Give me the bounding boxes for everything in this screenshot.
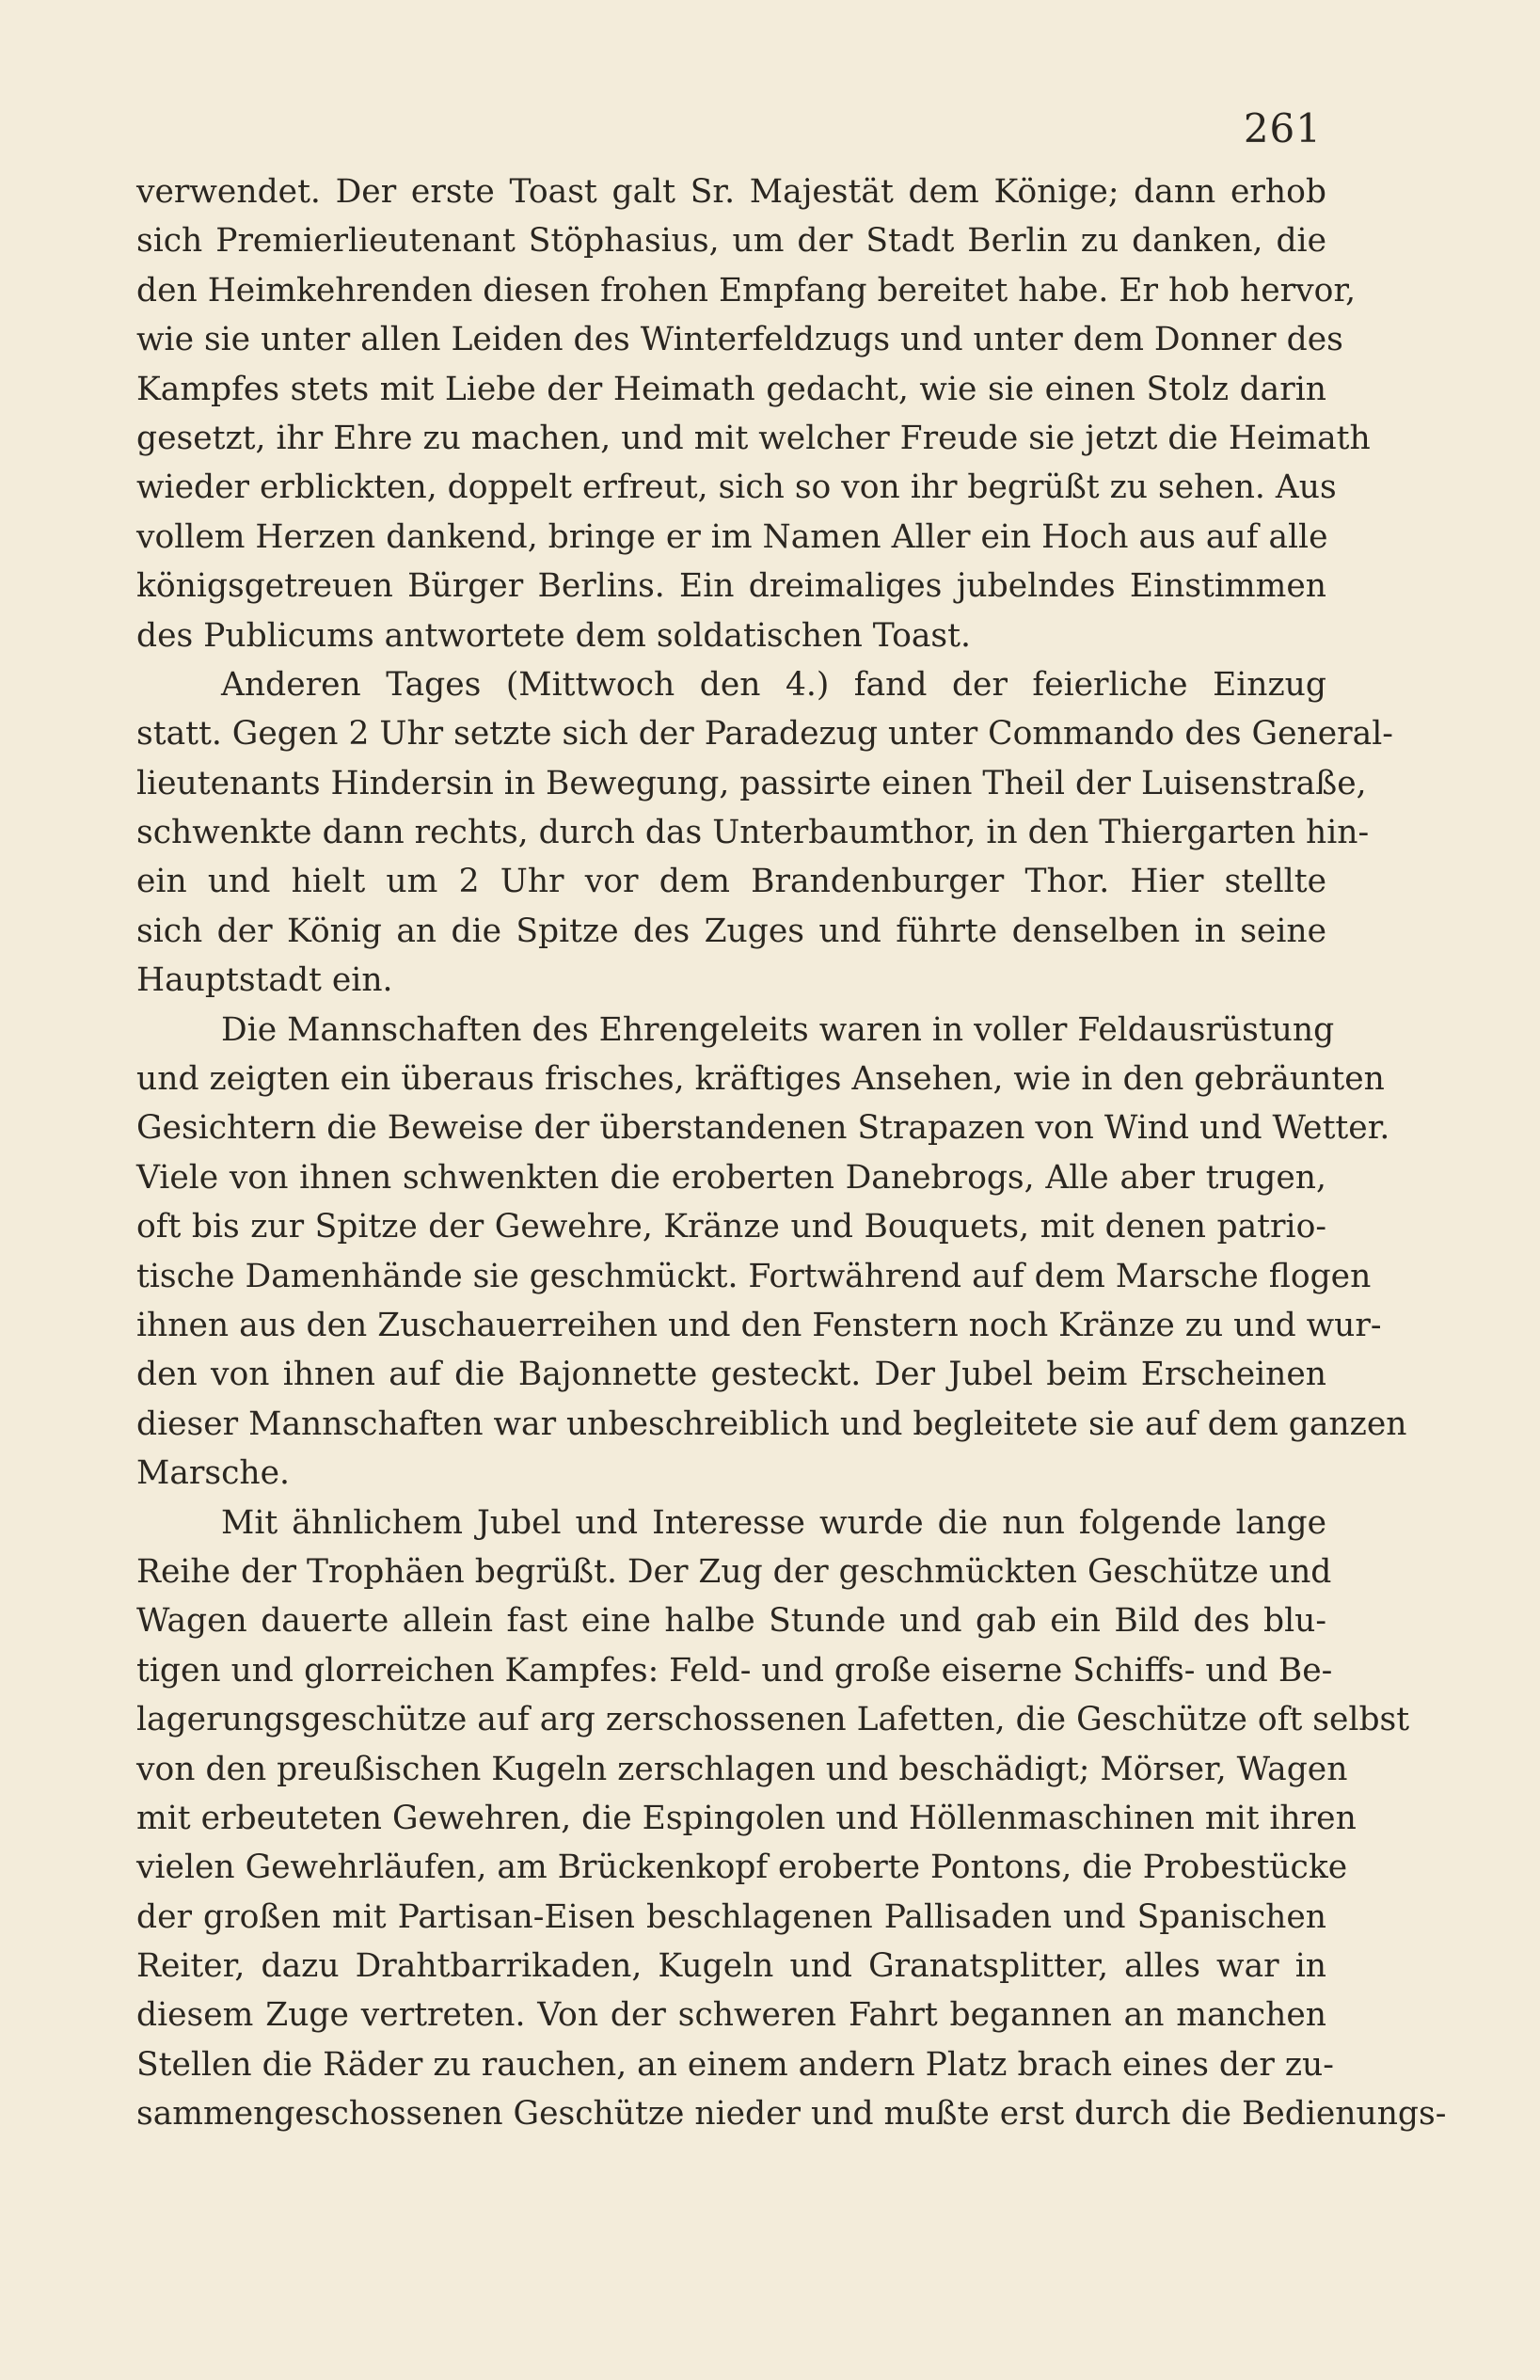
text-line: diesem Zuge vertreten. Von der schweren Fahrt begannen an manchen xyxy=(136,1996,1326,2035)
text-line: schwenkte dann rechts, durch das Unterbaumthor, in den Thiergarten hin- xyxy=(136,814,1370,852)
text-line: den von ihnen auf die Bajonnette gesteckt. Der Jubel beim Erscheinen xyxy=(136,1356,1326,1394)
text-line: statt. Gegen 2 Uhr setzte sich der Paradezug unter Commando des General- xyxy=(136,715,1393,754)
text-line: oft bis zur Spitze der Gewehre, Kränze und Bouquets, mit denen patrio- xyxy=(136,1208,1326,1246)
text-line: wieder erblickten, doppelt erfreut, sich so von ihr begrüßt zu sehen. Aus xyxy=(136,468,1337,507)
text-line: den Heimkehrenden diesen frohen Empfang bereitet habe. Er hob hervor, xyxy=(136,271,1357,309)
page-number: 261 xyxy=(1243,105,1322,151)
text-line: Marsche. xyxy=(136,1454,291,1493)
text-line: dieser Mannschaften war unbeschreiblich und begleitete sie auf dem ganzen xyxy=(136,1404,1407,1443)
text-line: tische Damenhände sie geschmückt. Fortwährend auf dem Marsche flogen xyxy=(136,1257,1372,1295)
text-line: wie sie unter allen Leiden des Winterfeldzugs und unter dem Donner des xyxy=(136,321,1343,359)
text-line: ihnen aus den Zuschauerreihen und den Fenstern noch Kränze zu und wur- xyxy=(136,1306,1382,1344)
text-line: vollem Herzen dankend, bringe er im Namen Aller ein Hoch aus auf alle xyxy=(136,517,1328,556)
text-line: lagerungsgeschütze auf arg zerschossenen Lafetten, die Geschütze oft selbst xyxy=(136,1701,1410,1739)
text-line: Gesichtern die Beweise der überstandenen Strapazen von Wind und Wetter. xyxy=(136,1109,1390,1148)
text-line: Mit ähnlichem Jubel und Interesse wurde die nun folgende lange xyxy=(221,1503,1326,1542)
text-line: und zeigten ein überaus frisches, kräftiges Ansehen, wie in den gebräunten xyxy=(136,1060,1385,1099)
text-line: sammengeschossenen Geschütze nieder und mußte erst durch die Bedienungs- xyxy=(136,2095,1447,2134)
body-text xyxy=(136,167,1447,2139)
text-line: Hauptstadt ein. xyxy=(136,961,393,1000)
text-line: vielen Gewehrläufen, am Brückenkopf eroberte Pontons, die Probestücke xyxy=(136,1848,1348,1887)
text-line: Die Mannschaften des Ehrengeleits waren in voller Feldausrüstung xyxy=(221,1010,1335,1049)
text-line: königsgetreuen Bürger Berlins. Ein dreimaliges jubelndes Einstimmen xyxy=(136,567,1326,606)
text-line: Wagen dauerte allein fast eine halbe Stunde und gab ein Bild des blu- xyxy=(136,1602,1326,1641)
text-line: Anderen Tages (Mittwoch den 4.) fand der feierliche Einzug xyxy=(221,665,1326,704)
text-line: Reiter, dazu Drahtbarrikaden, Kugeln und Granatsplitter, alles war in xyxy=(136,1947,1326,1986)
text-line: mit erbeuteten Gewehren, die Espingolen und Höllenmaschinen mit ihren xyxy=(136,1799,1357,1837)
text-line: tigen und glorreichen Kampfes: Feld- und große eiserne Schiffs- und Be- xyxy=(136,1651,1333,1690)
text-line: von den preußischen Kugeln zerschlagen und beschädigt; Mörser, Wagen xyxy=(136,1750,1348,1788)
text-line: des Publicums antwortete dem soldatischen Toast. xyxy=(136,616,971,655)
text-line: sich Premierlieutenant Stöphasius, um der Stadt Berlin zu danken, die xyxy=(136,222,1326,261)
text-line: ein und hielt um 2 Uhr vor dem Brandenburger Thor. Hier stellte xyxy=(136,863,1326,901)
text-line: Stellen die Räder zu rauchen, an einem andern Platz brach eines der zu- xyxy=(136,2045,1334,2084)
text-line: Viele von ihnen schwenkten die eroberten Danebrogs, Alle aber trugen, xyxy=(136,1158,1326,1197)
text-line: gesetzt, ihr Ehre zu machen, und mit welcher Freude sie jetzt die Heimath xyxy=(136,419,1371,457)
text-line: Kampfes stets mit Liebe der Heimath gedacht, wie sie einen Stolz darin xyxy=(136,370,1326,408)
text-line: der großen mit Partisan-Eisen beschlagenen Pallisaden und Spanischen xyxy=(136,1897,1326,1936)
text-line: Reihe der Trophäen begrüßt. Der Zug der geschmückten Geschütze und xyxy=(136,1552,1332,1591)
text-line: lieutenants Hindersin in Bewegung, passirte einen Theil der Luisenstraße, xyxy=(136,764,1367,802)
text-line: sich der König an die Spitze des Zuges und führte denselben in seine xyxy=(136,912,1326,950)
text-line: verwendet. Der erste Toast galt Sr. Majestät dem Könige; dann erhob xyxy=(136,173,1326,211)
